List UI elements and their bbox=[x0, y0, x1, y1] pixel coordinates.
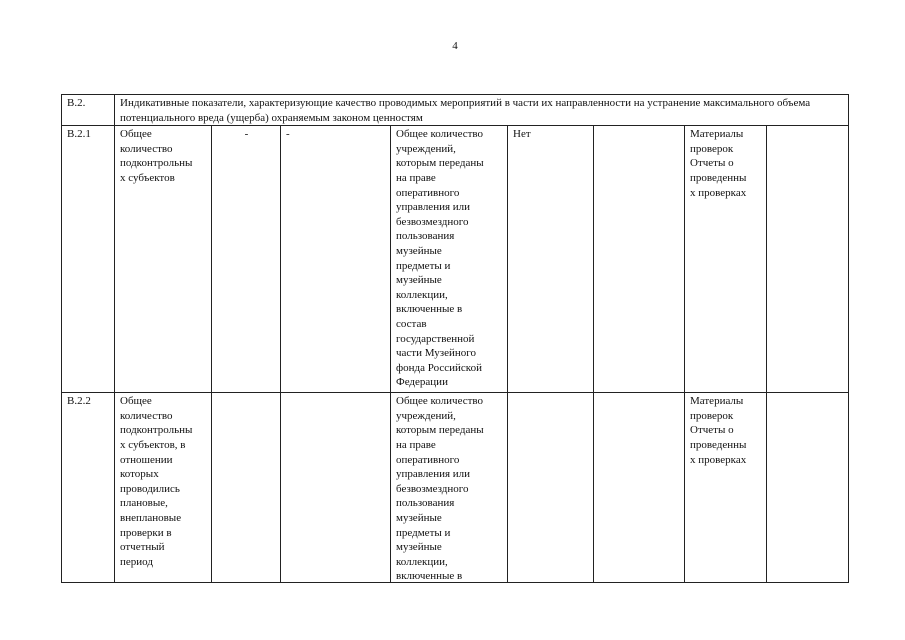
row-col3 bbox=[212, 393, 281, 583]
indicators-table bbox=[61, 94, 849, 583]
row-col7 bbox=[594, 393, 685, 583]
row-col9 bbox=[767, 393, 849, 583]
row-name: Общее количество подконтрольны х субъектов bbox=[115, 126, 212, 393]
table-row bbox=[62, 393, 849, 583]
row-col4: - bbox=[281, 126, 391, 393]
section-header-row bbox=[62, 95, 849, 126]
row-code: В.2.1 bbox=[62, 126, 115, 393]
row-col7 bbox=[594, 126, 685, 393]
row-col6 bbox=[508, 393, 594, 583]
table-row bbox=[62, 126, 849, 393]
row-source: Материалы проверок Отчеты о проведенны х проверках bbox=[685, 126, 767, 393]
row-source: Материалы проверок Отчеты о проведенны х проверках bbox=[685, 393, 767, 583]
row-col3: - bbox=[212, 126, 281, 393]
row-description: Общее количество учреждений, которым переданы на праве оперативного управления или безвозмездного пользования музейные предметы и музейные коллекции, включенные в bbox=[396, 395, 484, 583]
page-number: 4 bbox=[452, 40, 458, 52]
row-col6: Нет bbox=[508, 126, 594, 393]
row-code: В.2.2 bbox=[62, 393, 115, 583]
section-title: Индикативные показатели, характеризующие качество проводимых мероприятий в части их направленности на устранение максимального объема потенциального вреда (ущерба) охраняемым законом ценностям bbox=[115, 95, 849, 126]
row-description: Общее количество учреждений, которым переданы на праве оперативного управления или безвозмездного пользования музейные предметы и музейные коллекции, включенные в состав государственной части Музейного фонда Российской Федерации bbox=[391, 126, 508, 393]
row-col9 bbox=[767, 126, 849, 393]
section-code: В.2. bbox=[62, 95, 115, 126]
row-col4 bbox=[281, 393, 391, 583]
row-name: Общее количество подконтрольны х субъектов, в отношении которых проводились плановые, внеплановые проверки в отчетный период bbox=[115, 393, 212, 583]
